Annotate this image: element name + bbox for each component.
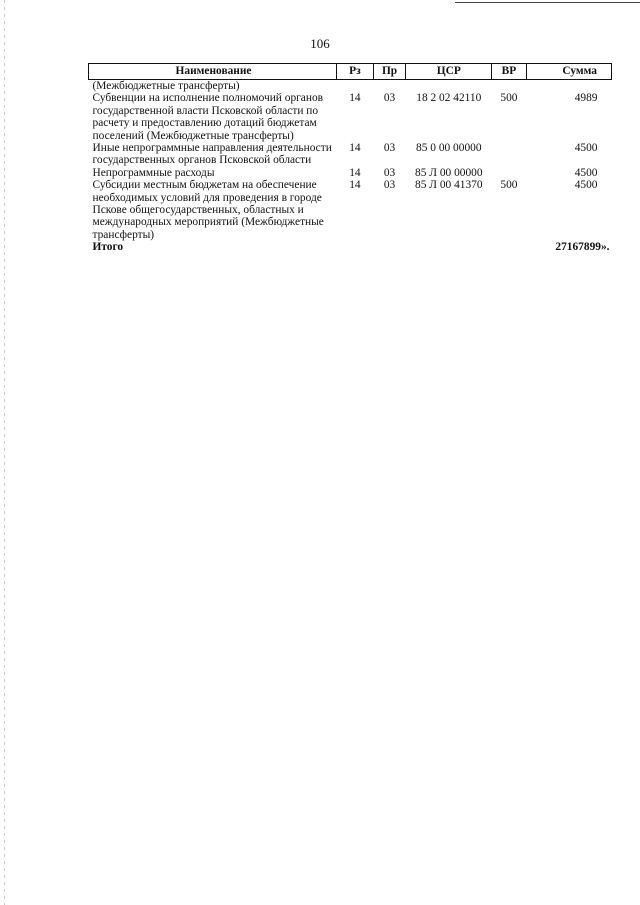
row-csr: 18 2 02 42110 <box>416 92 482 105</box>
row-rz: 14 <box>349 142 361 155</box>
header-csr: ЦСР <box>406 64 492 80</box>
header-pr: Пр <box>373 64 405 80</box>
total-label: Итого <box>92 241 124 254</box>
total-vr-empty <box>492 241 526 253</box>
row-vr: 500 <box>500 179 518 192</box>
row-vr: 500 <box>500 92 518 105</box>
page-number: 106 <box>310 36 330 51</box>
row-rz: 14 <box>349 179 361 192</box>
row-name: Субвенции на исполнение полномочий органов государственной власти Псковской области по расчету и предоставлению дотаций бюджетам поселений (Межбюджетные трансферты) <box>92 92 324 142</box>
table-row <box>89 92 612 142</box>
row-pr <box>373 80 405 93</box>
budget-table <box>88 63 612 254</box>
row-sum: 4500 <box>574 179 598 192</box>
scan-page-edge <box>4 0 5 905</box>
table-row <box>89 142 612 167</box>
row-pr: 03 <box>383 179 396 192</box>
row-csr: 85 Л 00 00000 <box>415 166 483 179</box>
total-sum: 27167899». <box>555 241 610 254</box>
row-vr <box>492 80 526 93</box>
row-sum: 4989 <box>574 92 598 105</box>
row-sum: 4500 <box>574 166 598 179</box>
header-name: Наименование <box>89 64 337 80</box>
table-row <box>89 167 612 179</box>
row-rz: 14 <box>349 92 361 105</box>
row-sum <box>526 80 611 93</box>
table-total-row <box>89 241 612 253</box>
row-rz: 14 <box>349 166 361 179</box>
row-vr <box>492 167 526 179</box>
row-pr: 03 <box>383 142 396 155</box>
row-csr <box>406 80 492 93</box>
row-pr: 03 <box>383 166 396 179</box>
scan-top-line <box>455 2 640 3</box>
row-sum: 4500 <box>574 142 598 155</box>
row-name: Непрограммные расходы <box>92 166 215 179</box>
row-pr: 03 <box>383 92 396 105</box>
total-rz-empty <box>337 241 374 253</box>
total-pr-empty <box>373 241 405 253</box>
row-csr: 85 Л 00 41370 <box>415 179 483 192</box>
row-name: Иные непрограммные направления деятельности государственных органов Псковской области <box>92 142 332 167</box>
row-vr <box>492 142 526 167</box>
row-rz <box>337 80 374 93</box>
table-row <box>89 179 612 241</box>
row-name: (Межбюджетные трансферты) <box>92 80 240 92</box>
table-header-row <box>89 64 612 80</box>
header-sum: Сумма <box>526 64 611 80</box>
row-csr: 85 0 00 00000 <box>416 142 482 155</box>
header-rz: Рз <box>337 64 374 80</box>
header-vr: ВР <box>492 64 526 80</box>
total-csr-empty <box>406 241 492 253</box>
table-row <box>89 80 612 93</box>
row-name: Субсидии местным бюджетам на обеспечение необходимых условий для проведения в городе Пскове общегосударственных, областных и международных мероприятий (Межбюджетные трансферты) <box>92 179 324 241</box>
